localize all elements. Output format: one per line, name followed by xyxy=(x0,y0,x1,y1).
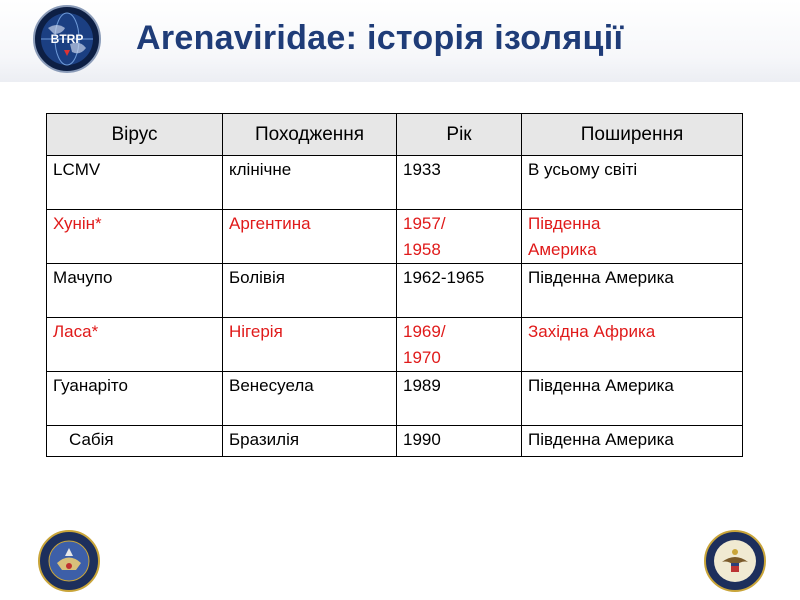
cell-year xyxy=(397,318,522,372)
column-header-virus: Вірус xyxy=(47,114,223,156)
department-of-state-seal-icon xyxy=(704,530,766,592)
arenavirus-table xyxy=(46,113,743,457)
cell-spread xyxy=(522,210,743,264)
year-line-2: 1958 xyxy=(403,240,441,259)
cell-virus: LCMV xyxy=(47,156,223,210)
spread-line-2: Америка xyxy=(528,240,597,259)
cell-origin: Венесуела xyxy=(223,372,397,426)
cell-virus: Хунін* xyxy=(47,210,223,264)
table-row xyxy=(47,426,743,457)
table-row xyxy=(47,372,743,426)
cell-year: 1990 xyxy=(397,426,522,457)
slide-title: Arenaviridae: історія ізоляції xyxy=(136,19,624,57)
table-row xyxy=(47,156,743,210)
table-header-row xyxy=(47,114,743,156)
cell-origin: Аргентина xyxy=(223,210,397,264)
spread-line-1: Південна xyxy=(528,214,601,233)
column-header-origin: Походження xyxy=(223,114,397,156)
cell-origin: Нігерія xyxy=(223,318,397,372)
btrp-globe-logo-icon xyxy=(32,4,102,74)
cell-year: 1962-1965 xyxy=(397,264,522,318)
cell-virus: Мачупо xyxy=(47,264,223,318)
cell-spread: Західна Африка xyxy=(522,318,743,372)
cell-virus: Сабія xyxy=(47,426,223,457)
cell-virus: Гуанаріто xyxy=(47,372,223,426)
table-row xyxy=(47,210,743,264)
department-of-defense-seal-icon xyxy=(38,530,100,592)
cell-spread: Південна Америка xyxy=(522,264,743,318)
cell-year: 1933 xyxy=(397,156,522,210)
cell-virus: Ласа* xyxy=(47,318,223,372)
cell-spread: Південна Америка xyxy=(522,426,743,457)
table-row xyxy=(47,318,743,372)
year-line-2: 1970 xyxy=(403,348,441,367)
cell-origin: Болівія xyxy=(223,264,397,318)
cell-year xyxy=(397,210,522,264)
column-header-year: Рік xyxy=(397,114,522,156)
cell-year: 1989 xyxy=(397,372,522,426)
cell-spread: Південна Америка xyxy=(522,372,743,426)
column-header-spread: Поширення xyxy=(522,114,743,156)
year-line-1: 1957/ xyxy=(403,214,446,233)
cell-spread: В усьому світі xyxy=(522,156,743,210)
year-line-1: 1969/ xyxy=(403,322,446,341)
table-row xyxy=(47,264,743,318)
cell-origin: клінічне xyxy=(223,156,397,210)
logo-text: BTRP xyxy=(50,32,84,46)
cell-origin: Бразилія xyxy=(223,426,397,457)
